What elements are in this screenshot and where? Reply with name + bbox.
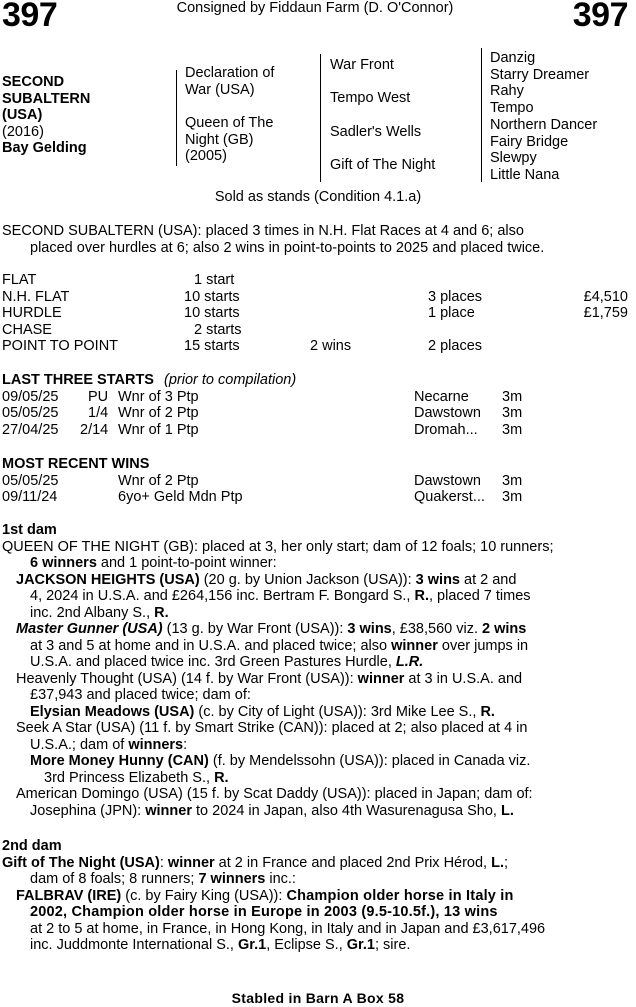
progeny-heavenly-thought: Heavenly Thought (USA) (14 f. by War Front (USA)): winner at 3 in U.S.A. and (16, 670, 523, 687)
ggs-4: Tempo (490, 100, 534, 117)
record-places: 2 places (428, 338, 483, 354)
start-date: 09/05/25 (2, 388, 59, 405)
horse-identity (2, 74, 172, 157)
start-course: Dawstown (414, 405, 481, 421)
race-record-table (2, 272, 628, 355)
grandsire-2: Tempo West (330, 90, 411, 106)
horse-description: Bay Gelding (2, 140, 87, 156)
second-dam-section (2, 838, 628, 954)
progeny-more-money-hunny: More Money Hunny (CAN) (f. by Mendelssohn (USA)): placed in Canada viz. (30, 753, 531, 769)
win-race: Wnr of 2 Ptp (118, 472, 199, 489)
first-dam-section (2, 522, 628, 819)
ggs-1: Danzig (490, 50, 536, 66)
summary-line2: placed over hurdles at 6; also 2 wins in point-to-points to 2025 and placed twice. (30, 239, 545, 256)
last-starts-title: LAST THREE STARTS (2, 372, 154, 388)
progeny-line: inc. 2nd Albany S., R. (30, 604, 169, 621)
last-starts-heading (2, 372, 628, 389)
progeny-line: U.S.A.; dam of winners: (30, 736, 188, 753)
great-grandsires (490, 50, 597, 184)
win-distance: 3m (502, 472, 523, 489)
progeny-falbrav: FALBRAV (IRE) (c. by Fairy King (USA)): Champion older horse in Italy in (16, 887, 514, 904)
horse-name-line1: SECOND (2, 74, 65, 90)
record-starts: 10 starts (184, 305, 240, 321)
progeny-line: at 3 and 5 at home and in U.S.A. and placed twice; also winner over jumps in (30, 637, 529, 654)
progeny-master-gunner: Master Gunner (USA) (13 g. by War Front (USA)): 3 wins, £38,560 viz. 2 wins (16, 621, 527, 637)
sire-line1: Declaration of (185, 65, 275, 81)
record-places: 1 place (428, 305, 475, 321)
record-wins: 2 wins (310, 338, 352, 354)
dam-line: 6 winners and 1 point-to-point winner: (30, 555, 277, 571)
win-course: Dawstown (414, 472, 481, 489)
start-position: 2/14 (80, 421, 109, 438)
start-row (2, 389, 628, 406)
start-row (2, 405, 628, 422)
progeny-josephina: Josephina (JPN): winner to 2024 in Japan, also 4th Wasurenagusa Sho, L. (30, 802, 514, 819)
record-money: £4,510 (583, 288, 628, 305)
record-starts: 15 starts (184, 338, 240, 354)
start-race: Wnr of 3 Ptp (118, 388, 199, 405)
progeny-line: £37,943 and placed twice; dam of: (30, 687, 251, 703)
progeny-line: 4, 2024 in U.S.A. and £264,156 inc. Bertram F. Bongard S., R., placed 7 times (30, 588, 531, 604)
grandsire-1: War Front (330, 57, 394, 73)
record-type: FLAT (2, 272, 37, 288)
start-course: Necarne (414, 388, 469, 405)
progeny-elysian-meadows: Elysian Meadows (USA) (c. by City of Light (USA)): 3rd Mike Lee S., R. (30, 703, 495, 720)
grandsire-3: Sadler's Wells (330, 124, 422, 140)
start-course: Dromah... (414, 421, 478, 438)
horse-summary (2, 223, 626, 256)
dam-line1: Queen of The (185, 115, 274, 131)
progeny-line: U.S.A. and placed twice inc. 3rd Green Pastures Hurdle, L.R. (30, 654, 424, 670)
lot-number-right: 397 (572, 0, 628, 34)
progeny-line: inc. Juddmonte International S., Gr.1, Eclipse S., Gr.1; sire. (30, 937, 411, 953)
grandsire-4: Gift of The Night (330, 157, 436, 173)
pedigree-divider-1 (176, 70, 177, 166)
most-recent-wins (2, 456, 628, 506)
record-row (2, 272, 628, 289)
progeny-jackson-heights: JACKSON HEIGHTS (USA) (20 g. by Union Jackson (USA)): 3 wins at 2 and (16, 571, 517, 588)
ggs-5: Northern Dancer (490, 116, 598, 133)
start-distance: 3m (502, 421, 523, 438)
record-row (2, 338, 628, 355)
horse-name-line2: SUBALTERN (2, 90, 91, 107)
pedigree-sire (185, 65, 274, 98)
progeny-line: 2002, Champion older horse in Europe in 2003 (9.5-10.5f.), 13 wins (30, 904, 498, 920)
last-starts-subtitle: (prior to compilation) (164, 372, 297, 388)
last-three-starts (2, 372, 628, 438)
ggs-3: Rahy (490, 83, 524, 100)
horse-name-line3: (USA) (2, 107, 43, 123)
start-date: 05/05/25 (2, 405, 59, 421)
progeny-seek-a-star: Seek A Star (USA) (11 f. by Smart Strike (CAN)): placed at 2; also placed at 4 in (16, 720, 528, 736)
dam-line: QUEEN OF THE NIGHT (GB): placed at 3, her only start; dam of 12 foals; 10 runners; (2, 538, 554, 555)
dam-line2: Night (GB) (185, 131, 254, 148)
start-race: Wnr of 1 Ptp (118, 421, 199, 438)
progeny-line: 3rd Princess Elizabeth S., R. (44, 769, 229, 786)
second-dam-title: 2nd dam (2, 838, 62, 854)
consignor: Consigned by Fiddaun Farm (D. O'Connor) (176, 0, 454, 16)
record-starts: 2 starts (194, 321, 242, 338)
start-race: Wnr of 2 Ptp (118, 405, 199, 421)
second-dam-line: Gift of The Night (USA): winner at 2 in France and placed 2nd Prix Hérod, L.; (2, 854, 509, 871)
record-row (2, 322, 628, 339)
win-date: 05/05/25 (2, 472, 59, 489)
summary-line1: SECOND SUBALTERN (USA): placed 3 times in N.H. Flat Races at 4 and 6; also (2, 223, 524, 239)
record-row (2, 289, 628, 306)
ggs-7: Slewpy (490, 150, 537, 167)
record-type: HURDLE (2, 305, 62, 321)
start-position: PU (88, 388, 109, 405)
win-distance: 3m (502, 489, 523, 505)
win-race: 6yo+ Geld Mdn Ptp (118, 489, 243, 505)
horse-year: (2016) (2, 123, 44, 140)
lot-number-left: 397 (2, 0, 58, 34)
first-dam-title: 1st dam (2, 522, 57, 538)
record-type: POINT TO POINT (2, 338, 119, 354)
pedigree-divider-2 (320, 54, 321, 182)
dam-line3: (2005) (185, 148, 227, 164)
record-starts: 10 starts (184, 288, 240, 305)
ggs-8: Little Nana (490, 166, 560, 183)
start-distance: 3m (502, 405, 523, 421)
progeny-american-domingo: American Domingo (USA) (15 f. by Scat Daddy (USA)): placed in Japan; dam of: (16, 786, 533, 802)
record-type: N.H. FLAT (2, 288, 70, 305)
ggs-2: Starry Dreamer (490, 66, 590, 83)
record-places: 3 places (428, 288, 483, 305)
record-starts: 1 start (194, 272, 235, 288)
sire-line2: War (USA) (185, 81, 255, 98)
win-row (2, 473, 628, 490)
sold-note: Sold as stands (Condition 4.1.a) (214, 189, 422, 205)
record-type: CHASE (2, 321, 52, 338)
start-distance: 3m (502, 388, 523, 405)
record-row (2, 305, 628, 322)
pedigree-table (0, 48, 636, 186)
win-course: Quakerst... (414, 489, 485, 505)
start-position: 1/4 (88, 405, 109, 421)
progeny-line: at 2 to 5 at home, in France, in Hong Kong, in Italy and in Japan and £3,617,496 (30, 920, 546, 937)
second-dam-line: dam of 8 foals; 8 runners; 7 winners inc.: (30, 871, 296, 887)
win-row (2, 489, 628, 506)
win-date: 09/11/24 (2, 489, 58, 505)
pedigree-divider-3 (481, 48, 482, 182)
start-date: 27/04/25 (2, 421, 59, 438)
start-row (2, 422, 628, 439)
record-money: £1,759 (583, 305, 628, 321)
recent-wins-title: MOST RECENT WINS (2, 456, 150, 472)
ggs-6: Fairy Bridge (490, 133, 569, 150)
pedigree-dam (185, 115, 273, 165)
stabling-footer: Stabled in Barn A Box 58 (231, 990, 405, 1006)
